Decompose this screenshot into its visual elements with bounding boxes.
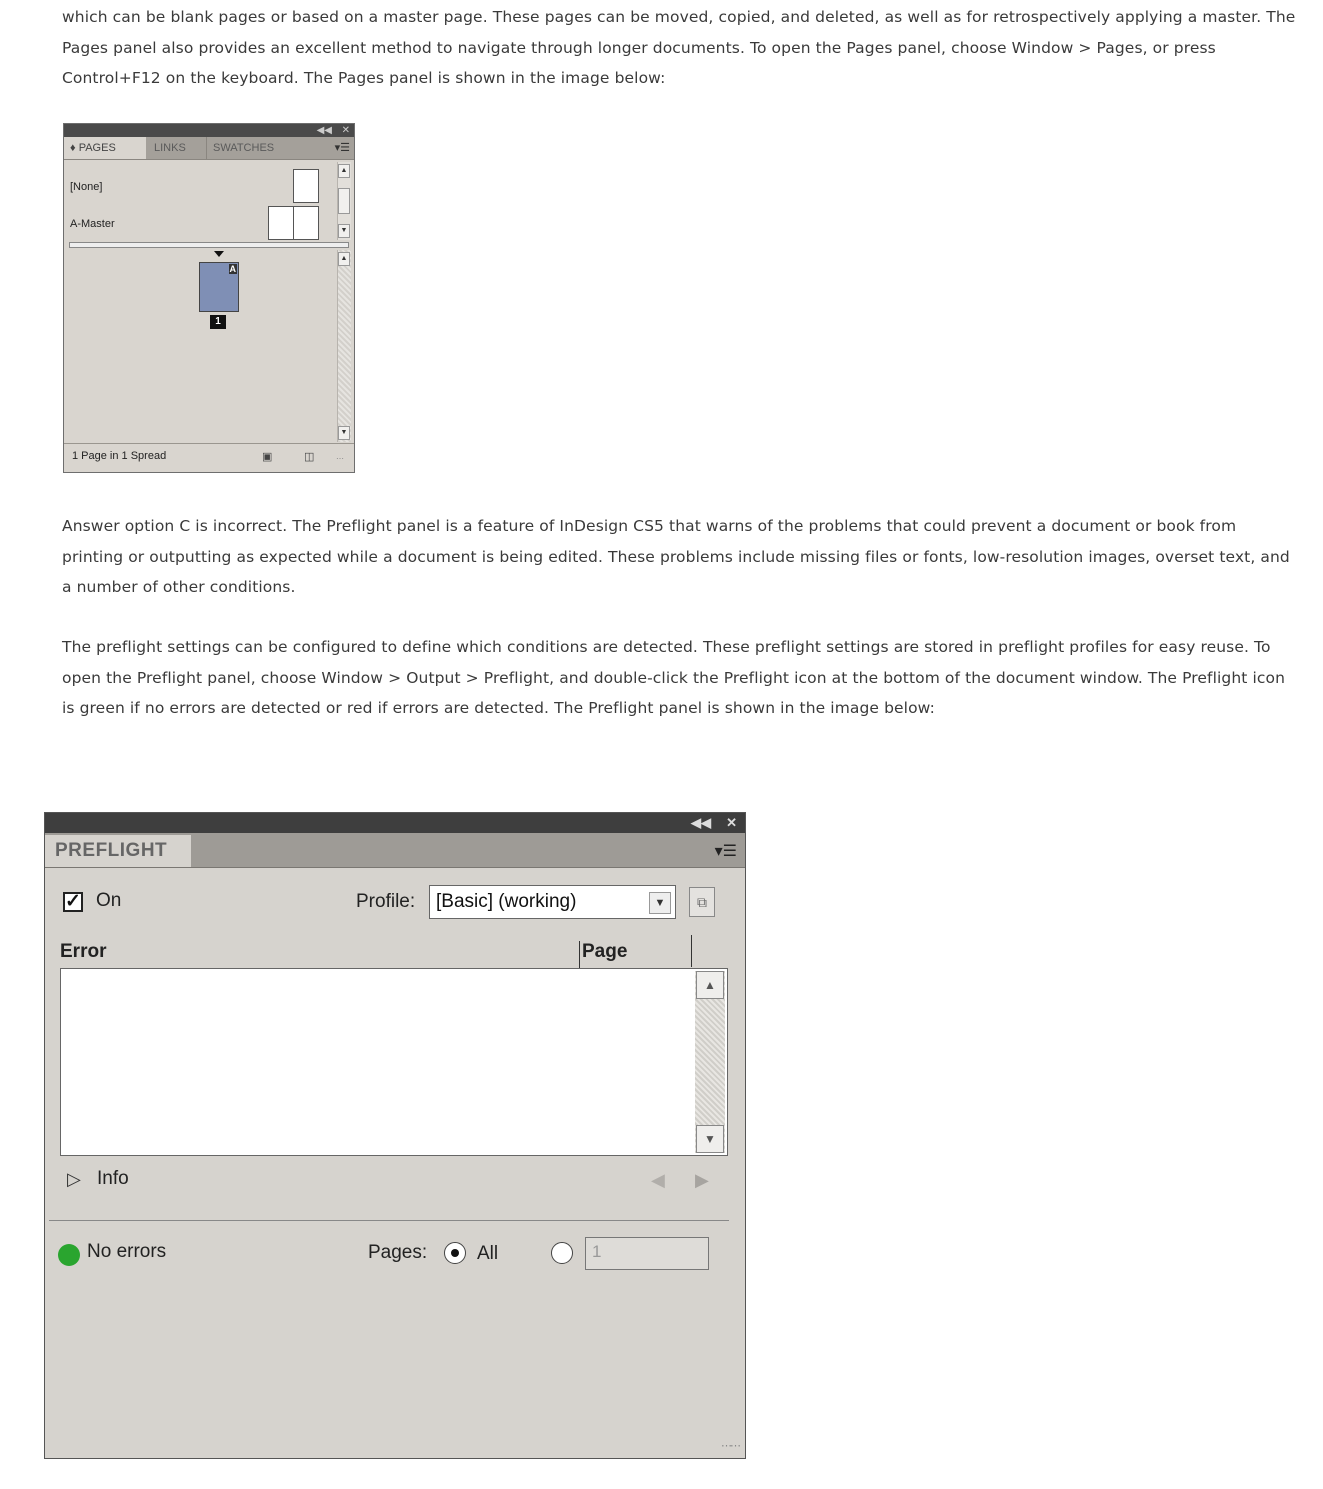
profile-document-icon[interactable]: ⧉ — [689, 887, 715, 917]
pages-label: Pages: — [368, 1242, 428, 1263]
collapse-icon[interactable]: ◀◀ — [316, 125, 332, 136]
tab-swatches[interactable]: SWATCHES — [206, 137, 302, 159]
page-1-master-prefix: A — [229, 264, 236, 274]
pages-panel-titlebar — [64, 124, 354, 137]
master-none-label: [None] — [70, 181, 103, 193]
scroll-down-icon[interactable]: ▼ — [338, 224, 350, 238]
preflight-titlebar — [45, 813, 745, 833]
current-page-marker-icon — [214, 251, 224, 257]
profile-label: Profile: — [356, 891, 416, 912]
separator — [49, 1220, 729, 1221]
close-icon[interactable]: ✕ — [341, 125, 350, 136]
master-a-right-thumb[interactable] — [293, 206, 319, 240]
column-header-error[interactable]: Error — [60, 941, 107, 962]
column-header-page[interactable]: Page — [579, 941, 627, 971]
pages-scrollbar[interactable] — [337, 250, 351, 442]
info-label[interactable]: Info — [97, 1168, 129, 1189]
tab-pages[interactable] — [64, 137, 146, 159]
column-divider — [691, 935, 692, 967]
resize-grip-icon[interactable]: ⋯⋯ — [721, 1440, 739, 1452]
scroll-down-icon[interactable]: ▼ — [338, 426, 350, 440]
panel-menu-icon[interactable]: ▾☰ — [334, 142, 350, 154]
tab-preflight[interactable]: PREFLIGHT — [45, 835, 191, 867]
new-page-icon[interactable]: ▣ — [262, 451, 273, 463]
collapse-icon[interactable]: ◀◀ — [691, 815, 711, 830]
paragraph-preflight-answer: Answer option C is incorrect. The Preflight panel is a feature of InDesign CS5 that warns of the problems that could prevent a document or book from printing or outputting as expected while a document is being edited. These problems include missing files or fonts, low-resolution images, overset text, and a number of other conditions. — [62, 517, 1290, 596]
scroll-thumb[interactable] — [338, 188, 350, 214]
disclosure-triangle-icon[interactable]: ▷ — [67, 1169, 81, 1189]
status-text: No errors — [87, 1241, 167, 1262]
pages-all-radio[interactable] — [444, 1242, 466, 1264]
next-arrow-icon[interactable]: ▶ — [695, 1170, 709, 1190]
page-1-number: 1 — [210, 315, 226, 329]
preflight-tabbar — [45, 833, 745, 868]
tab-pages-label: PAGES — [78, 142, 116, 154]
resize-grip-icon[interactable]: ⋯ — [336, 454, 344, 463]
status-indicator-icon — [58, 1244, 80, 1266]
pages-all-label: All — [477, 1243, 499, 1264]
previous-arrow-icon[interactable]: ◀ — [651, 1170, 665, 1190]
masters-scrollbar[interactable] — [337, 162, 351, 240]
close-icon[interactable]: ✕ — [726, 815, 737, 830]
on-label: On — [96, 890, 122, 911]
on-checkbox[interactable]: ✓ — [63, 892, 83, 912]
scroll-up-icon[interactable]: ▲ — [338, 164, 350, 178]
error-list-scrollbar[interactable] — [695, 971, 725, 1153]
trash-icon[interactable]: ◫ — [304, 451, 315, 463]
pages-panel-footer — [64, 443, 354, 472]
pages-panel — [63, 123, 355, 473]
pages-range-input[interactable]: 1 — [585, 1237, 709, 1270]
radio-selected-dot — [451, 1249, 459, 1257]
tab-pages-marker: ♦ — [70, 142, 76, 154]
preflight-panel — [44, 812, 746, 1459]
pages-panel-tabs — [64, 137, 354, 160]
paragraph-preflight-settings: The preflight settings can be configured to define which conditions are detected. These preflight settings are stored in preflight profiles for easy reuse. To open the Preflight panel, choose Window > Output > Preflight, and double-click the Preflight icon at the bottom of the document window. The Preflight icon is green if no errors are detected or red if errors are detected. The Preflight panel is shown in the image below: — [62, 638, 1285, 717]
master-a-left-thumb[interactable] — [268, 206, 294, 240]
error-list[interactable] — [60, 968, 728, 1156]
pages-range-radio[interactable] — [551, 1242, 573, 1264]
master-a-label: A-Master — [70, 218, 115, 230]
panel-menu-icon[interactable]: ▾☰ — [714, 843, 737, 860]
pages-status: 1 Page in 1 Spread — [72, 450, 167, 462]
page-1-thumb[interactable] — [199, 262, 239, 312]
profile-select[interactable] — [429, 885, 676, 919]
master-none-thumb[interactable] — [293, 169, 319, 203]
profile-value: [Basic] (working) — [436, 891, 577, 912]
scroll-down-icon[interactable]: ▼ — [696, 1125, 724, 1153]
chevron-down-icon[interactable]: ▼ — [649, 892, 671, 914]
scroll-up-icon[interactable]: ▲ — [696, 971, 724, 999]
scroll-up-icon[interactable]: ▲ — [338, 252, 350, 266]
pages-divider[interactable] — [69, 242, 349, 248]
paragraph-pages-intro: which can be blank pages or based on a master page. These pages can be moved, copied, and deleted, as well as for retrospectively applying a master. The Pages panel also provides an excellent method to navigate through longer documents. To open the Pages panel, choose Window > Pages, or press Control+F12 on the keyboard. The Pages panel is shown in the image below: — [62, 8, 1296, 87]
tab-links[interactable]: LINKS — [154, 142, 186, 154]
